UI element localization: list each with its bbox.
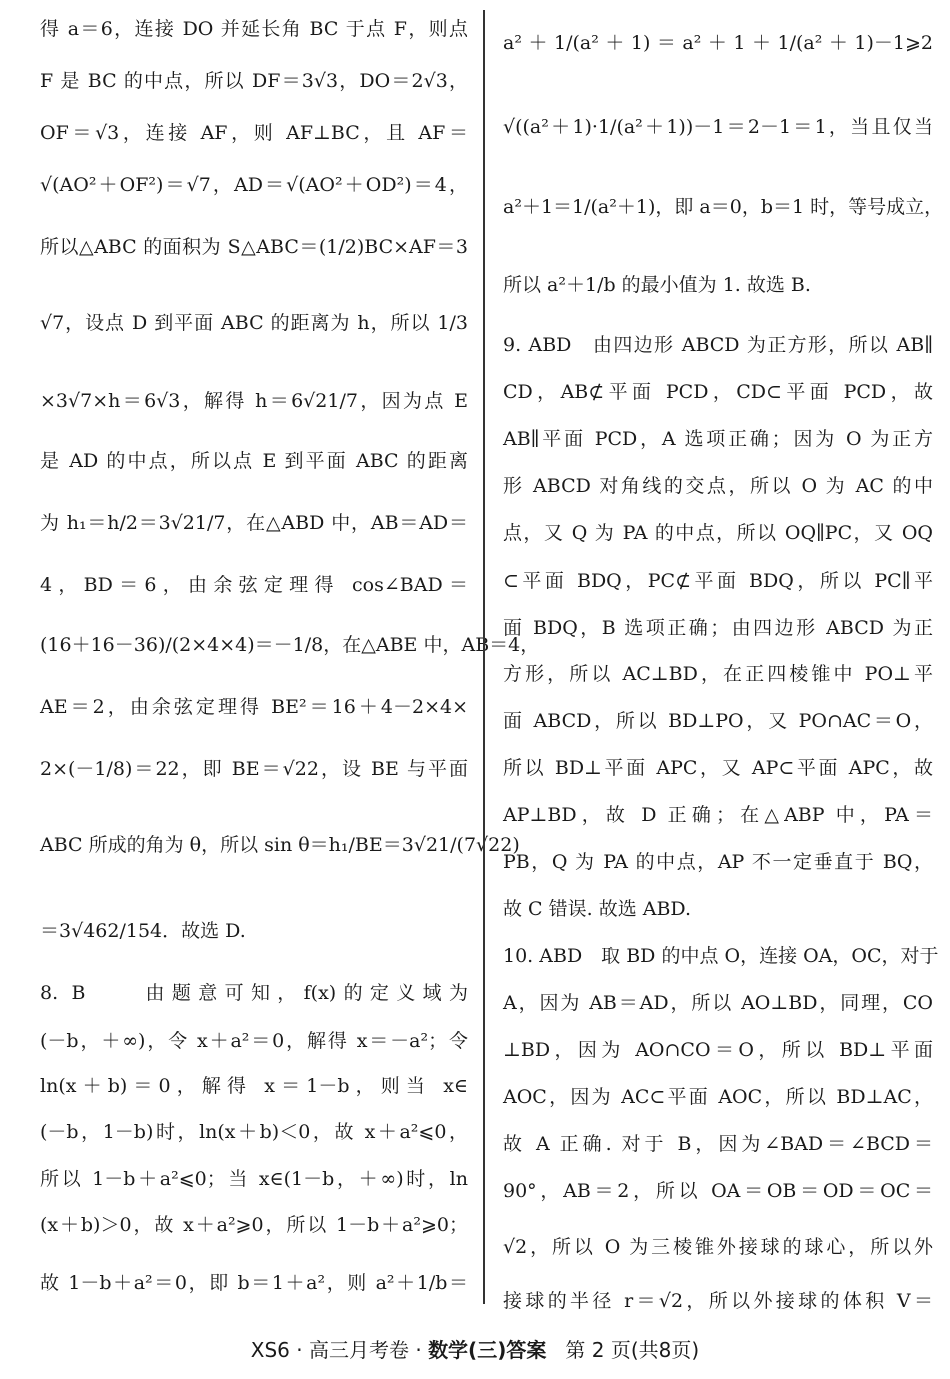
- right-text-line: AB∥平面 PCD，A 选项正确；因为 O 为正方: [503, 428, 933, 450]
- left-text-line: (x＋b)＞0，故 x＋a²⩾0，所以 1－b＋a²⩾0；: [40, 1214, 468, 1236]
- right-text-line: 点，又 Q 为 PA 的中点，所以 OQ∥PC，又 OQ: [503, 522, 933, 544]
- left-text-line: 2×(－1/8)＝22，即 BE＝√22，设 BE 与平面: [40, 758, 468, 780]
- right-text-line: 10. ABD 取 BD 的中点 O，连接 OA，OC，对于: [503, 945, 939, 967]
- left-column: [40, 0, 540, 1321]
- left-text-line: 得 a＝6，连接 DO 并延长角 BC 于点 F，则点: [40, 18, 468, 40]
- left-text-line: √(AO²＋OF²)＝√7，AD＝√(AO²＋OD²)＝4，: [40, 174, 468, 196]
- right-text-line: AOC，因为 AC⊂平面 AOC，所以 BD⊥AC，: [503, 1086, 933, 1108]
- right-text-line: 面 ABCD，所以 BD⊥PO，又 PO∩AC＝O，: [503, 710, 933, 732]
- left-text-line: ABC 所成的角为 θ，所以 sin θ＝h₁/BE＝3√21/(7√22): [40, 834, 520, 856]
- left-text-line: ln(x＋b)＝0，解得 x＝1－b，则当 x∈: [40, 1075, 468, 1097]
- right-text-line: 所以 BD⊥平面 APC，又 AP⊂平面 APC，故: [503, 757, 933, 779]
- footer-exam: 高三月考卷: [308, 1338, 409, 1362]
- right-text-line: 90°，AB＝2，所以 OA＝OB＝OD＝OC＝: [503, 1180, 933, 1202]
- right-text-line: 故 A 正确. 对于 B，因为∠BAD＝∠BCD＝: [503, 1133, 933, 1155]
- left-text-line: 所以 1－b＋a²⩽0；当 x∈(1－b，＋∞)时，ln: [40, 1168, 468, 1190]
- footer-page-number: 第 2 页(共8页): [565, 1338, 700, 1362]
- left-text-line: 4，BD＝6，由余弦定理得 cos∠BAD＝: [40, 574, 468, 596]
- left-text-line: ＝3√462/154．故选 D.: [40, 920, 246, 942]
- left-text-line: (16＋16－36)/(2×4×4)＝－1/8，在△ABE 中，AB＝4，: [40, 634, 540, 656]
- left-text-line: 8. B 由题意可知，f(x)的定义域为: [40, 982, 468, 1004]
- right-text-line: 方形，所以 AC⊥BD，在正四棱锥中 PO⊥平: [503, 663, 933, 685]
- right-column: [503, 0, 944, 1321]
- right-text-line: PB，Q 为 PA 的中点，AP 不一定垂直于 BQ，: [503, 851, 933, 873]
- footer-subject: 数学(三)答案: [428, 1338, 547, 1362]
- right-text-line: ⊂平面 BDQ，PC⊄平面 BDQ，所以 PC∥平: [503, 570, 933, 592]
- left-text-line: (－b，＋∞)，令 x＋a²＝0，解得 x＝－a²；令: [40, 1030, 468, 1052]
- left-text-line: 故 1－b＋a²＝0，即 b＝1＋a²，则 a²＋1/b＝: [40, 1272, 468, 1294]
- left-text-line: 是 AD 的中点，所以点 E 到平面 ABC 的距离: [40, 450, 468, 472]
- footer-code: XS6: [250, 1338, 290, 1362]
- right-text-line: a²＋1＝1/(a²＋1)，即 a＝0，b＝1 时，等号成立，: [503, 196, 944, 218]
- right-text-line: 形 ABCD 对角线的交点，所以 O 为 AC 的中: [503, 475, 933, 497]
- right-text-line: 9. ABD 由四边形 ABCD 为正方形，所以 AB∥: [503, 334, 933, 356]
- right-text-line: 面 BDQ，B 选项正确；由四边形 ABCD 为正: [503, 617, 933, 639]
- right-text-line: CD，AB⊄平面 PCD，CD⊂平面 PCD，故: [503, 381, 933, 403]
- right-text-line: A，因为 AB＝AD，所以 AO⊥BD，同理，CO: [503, 992, 933, 1014]
- right-text-line: AP⊥BD，故 D 正确；在△ABP 中，PA＝: [503, 804, 933, 826]
- left-text-line: 为 h₁＝h/2＝3√21/7，在△ABD 中，AB＝AD＝: [40, 512, 468, 534]
- left-text-line: √7，设点 D 到平面 ABC 的距离为 h，所以 1/3: [40, 312, 468, 334]
- right-text-line: a²＋1/(a²＋1)＝a²＋1＋1/(a²＋1)－1⩾2: [503, 32, 933, 54]
- left-text-line: (－b，1－b)时，ln(x＋b)＜0，故 x＋a²⩽0，: [40, 1121, 468, 1143]
- left-text-line: F 是 BC 的中点，所以 DF＝3√3，DO＝2√3，: [40, 70, 468, 92]
- left-text-line: ×3√7×h＝6√3，解得 h＝6√21/7，因为点 E: [40, 390, 468, 412]
- left-text-line: OF＝√3，连接 AF，则 AF⊥BC，且 AF＝: [40, 122, 468, 144]
- left-text-line: AE＝2，由余弦定理得 BE²＝16＋4－2×4×: [40, 696, 468, 718]
- page-footer: XS6 · 高三月考卷 · 数学(三)答案 第 2 页(共8页): [250, 1338, 700, 1362]
- right-text-line: √2，所以 O 为三棱锥外接球的球心，所以外: [503, 1236, 933, 1258]
- right-text-line: 故 C 错误. 故选 ABD.: [503, 898, 692, 920]
- right-text-line: ⊥BD，因为 AO∩CO＝O，所以 BD⊥平面: [503, 1039, 933, 1061]
- column-divider: [483, 10, 485, 1304]
- right-text-line: 所以 a²＋1/b 的最小值为 1. 故选 B.: [503, 274, 811, 296]
- left-text-line: 所以△ABC 的面积为 S△ABC＝(1/2)BC×AF＝3: [40, 236, 468, 258]
- right-text-line: 接球的半径 r＝√2，所以外接球的体积 V＝: [503, 1290, 933, 1312]
- right-text-line: √((a²＋1)·1/(a²＋1))－1＝2－1＝1，当且仅当: [503, 116, 933, 138]
